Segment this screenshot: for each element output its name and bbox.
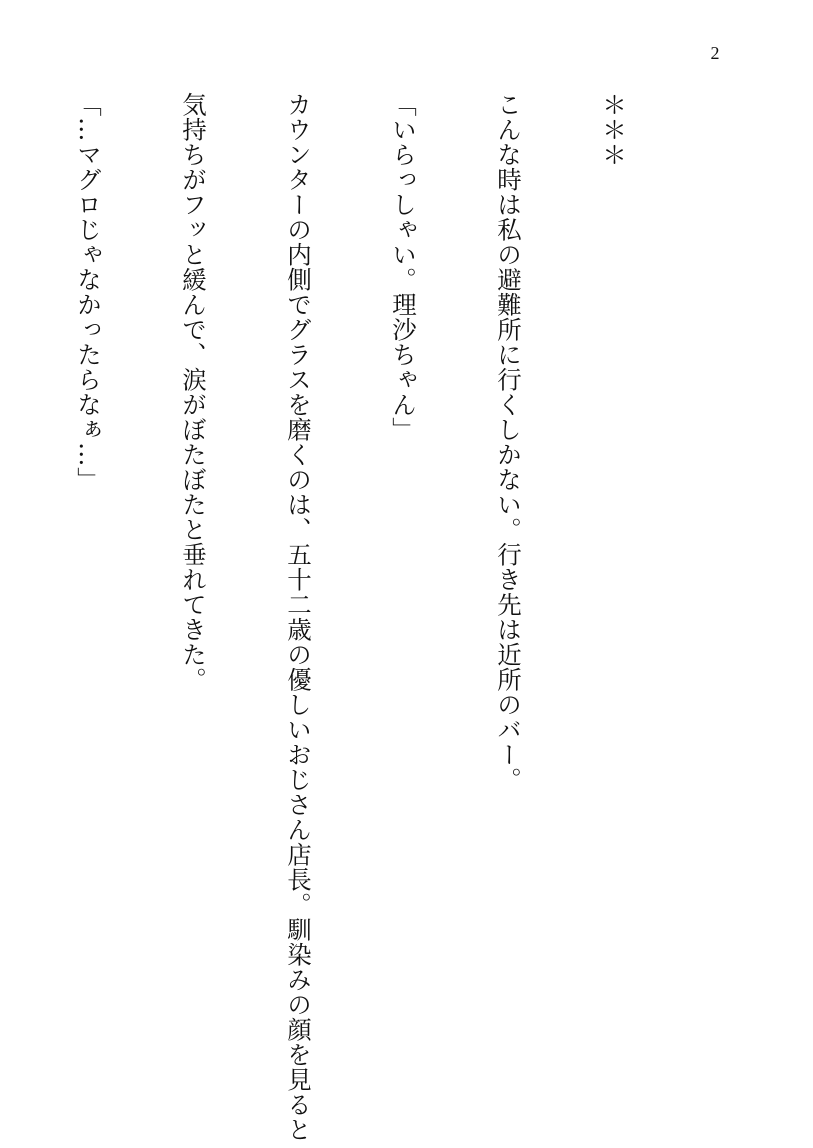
section-break: ＊＊＊ <box>599 92 628 167</box>
text-line: 気持ちがフッと緩んで、涙がぼたぼたと垂れてきた。 <box>179 92 208 692</box>
page-number: 2 <box>710 43 720 63</box>
vertical-body-text <box>0 92 701 1142</box>
text-line: カウンターの内側でグラスを磨くのは、五十二歳の優しいおじさん店長。馴染みの顔を見ると <box>284 92 313 1142</box>
text-line <box>0 92 1 1052</box>
text-line: こんな時は私の避難所に行くしかない。行き先は近所のバー。 <box>494 92 523 792</box>
text-line: 「…マグロじゃなかったらなぁ…」 <box>74 92 103 492</box>
text-line: 「いらっしゃい。理沙ちゃん」 <box>389 92 418 442</box>
